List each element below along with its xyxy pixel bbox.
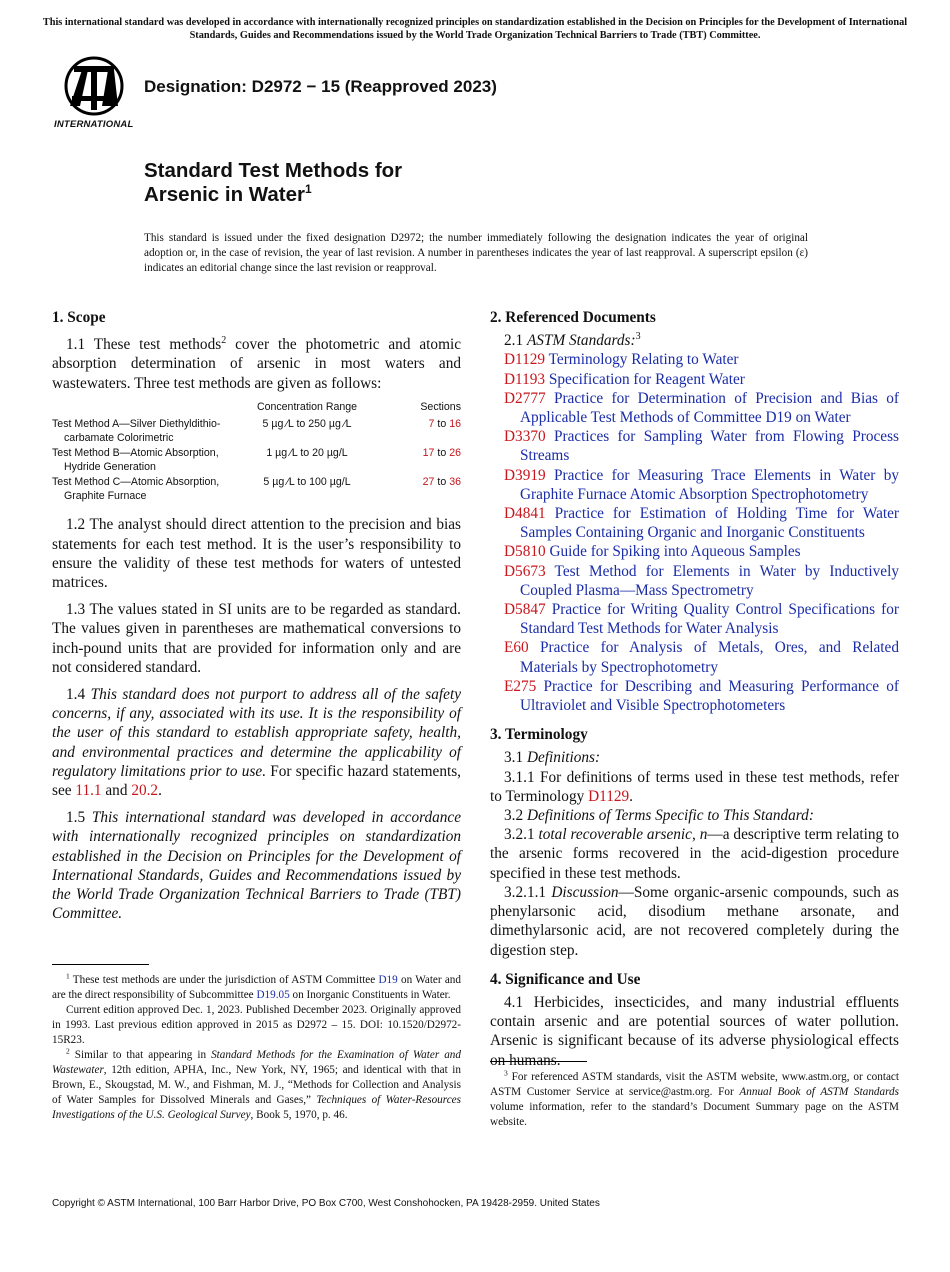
reference-code-link[interactable]: D5673 [504,562,546,580]
significance-4-1: 4.1 Herbicides, insecticides, and many industrial effluents contain arsenic and are potential sources of water pollution. Arsenic is significant because of its adverse physiological effects on humans. [490,993,899,1069]
referenced-list [504,350,899,715]
section-20-2-link[interactable]: 20.2 [131,781,159,799]
footnote-1: $^1$ These test methods are under the jurisdiction of ASTM Committee D19 on Water and are the direct responsibility of Subcommittee D19.05 on Inorganic Constituents in Water. [52,971,461,1001]
reference-code-link[interactable]: D4841 [504,505,546,523]
logo-wordmark: INTERNATIONAL [54,119,134,130]
title-line-1: Standard Test Methods for [144,159,403,182]
reference-item [504,427,899,465]
reference-title-link[interactable]: Practice for Describing and Measuring Performance of Ultraviolet and Visible Spectrophotometers [520,677,899,715]
reference-code-link[interactable]: D5810 [504,543,546,561]
designation: Designation: D2972 − 15 (Reapproved 2023) [144,77,497,96]
method-name: Test Method B—Atomic Absorption, Hydride Generation [52,447,219,473]
method-range: 1 µg ⁄L to 20 µg/L [266,447,348,460]
method-name: Test Method A—Silver Diethyldithio-carbamate Colorimetric [52,418,221,444]
document-title [144,159,402,207]
footnote-rule [52,964,149,965]
astm-standards-label: 2.1 ASTM Standards:$^3$ [504,331,641,350]
footnote-3-link[interactable]: 3 [635,331,641,343]
scope-1-5: 1.5 This international standard was developed in accordance with internationally recognized principles on standardization established in the Decision on Principles for the Development of International Standards, Guides and Recommendations issued by the World Trade Organization Technical Barriers to Trade (TBT) Committee. [52,809,461,923]
reference-item [504,677,899,715]
reference-code-link[interactable]: D1129 [504,351,546,369]
top-notice: This international standard was developed in accordance with internationally recognized principles on standardization established in the Decision on Principles for the Development of International Standards, Guides and Recommendations issued by the World Trade Organization Technical Barriers to Trade (TBT) Committee. [42,17,908,41]
significance-heading: 4. Significance and Use [490,970,641,988]
scope-1-1: 1.1 These test methods$^2$ cover the photometric and atomic absorption determination of arsenic in most waters and wastewaters. Three test methods are given as follows: [52,335,462,392]
test-method-row [52,447,461,476]
method-sections: 17 to 26 [422,447,461,460]
issue-note: This standard is issued under the fixed designation D2972; the number immediately following the designation indicates the year of original adoption or, in the case of revision, the year of last revision. A number in parentheses indicates the year of last reapproval. A superscript epsilon (ε) indicates an editorial change since the last revision or reapproval. [144,232,808,274]
section-from-link[interactable]: 7 [428,418,435,431]
reference-item [504,466,899,504]
test-method-row [52,476,461,505]
left-column [52,308,461,931]
reference-code-link[interactable]: E275 [504,677,537,695]
reference-title-link[interactable]: Practice for Analysis of Metals, Ores, and Related Materials by Spectrophotometry [520,639,899,676]
reference-item [504,504,899,542]
reference-item [504,350,899,369]
terminology-heading: 3. Terminology [490,726,588,744]
section-to-link[interactable]: 26 [449,447,461,460]
term-3-2-1: 3.2.1 total recoverable arsenic, n—a descriptive term relating to the arsenic forms recovered in the acid-digestion procedure specified in these test methods. [490,826,899,882]
reference-title-link[interactable]: Test Method for Elements in Water by Inductively Coupled Plasma—Mass Spectrometry [520,562,899,599]
test-method-row [52,418,461,447]
reference-title-link[interactable]: Practice for Estimation of Holding Time for Water Samples Containing Organic and Inorganic Constituents [520,505,899,542]
col-concentration-header: Concentration Range [256,400,358,413]
reference-code-link[interactable]: D1193 [504,370,546,388]
right-column [490,308,899,1070]
scope-1-3: 1.3 The values stated in SI units are to be regarded as standard. The values given in parentheses are mathematical conversions to inch-pound units that are provided for information only and are not considered standard. [52,601,461,676]
reference-code-link[interactable]: E60 [504,639,529,657]
d1129-term-link[interactable]: D1129 [588,787,630,805]
reference-item [504,638,899,676]
method-sections: 7 to 16 [428,418,461,431]
section-11-1-link[interactable]: 11.1 [75,781,102,799]
col-sections-header: Sections [420,400,461,413]
subcommittee-d19-05-link[interactable]: D19.05 [256,989,290,1001]
footnote-2: $^2$ Similar to that appearing in Standard Methods for the Examination of Water and Wastewater, 12th edition, APHA, Inc., New York, NY, 1965; and identical with that in Brown, E., Skougstad, M. W., and Fishman, M. J., “Methods for Collection and Analysis of Water Samples for Dissolved Minerals and Gases,” Techniques of Water-Resources Investigations of the U.S. Geological Survey, Book 5, 1970, p. 46. [52,1046,462,1121]
reference-title-link[interactable]: Terminology Relating to Water [548,351,739,369]
reference-title-link[interactable]: Practice for Writing Quality Control Specifications for Standard Test Methods for Water Analysis [520,601,899,638]
referenced-heading: 2. Referenced Documents [490,309,656,326]
copyright: Copyright © ASTM International, 100 Barr Harbor Drive, PO Box C700, West Conshohocken, PA 19428-2959. United States [52,1198,600,1209]
reference-code-link[interactable]: D3370 [504,428,546,446]
footnote-1-edition: Current edition approved Dec. 1, 2023. Published December 2023. Originally approved in 1993. Last previous edition approved in 2015 as D2972 – 15. DOI: 10.1520/D2972-15R23. [52,1004,461,1046]
reference-title-link[interactable]: Practices for Sampling Water from Flowing Process Streams [520,428,900,465]
term-3-1-1: 3.1.1 For definitions of terms used in these test methods, refer to Terminology D1129. [490,768,899,805]
reference-title-link[interactable]: Specification for Reagent Water [548,370,745,388]
title-line-2: Arsenic in Water$^1$ [144,182,312,206]
reference-item [504,370,899,389]
method-range: 5 µg ⁄L to 250 µg ⁄L [262,418,352,431]
method-range: 5 µg ⁄L to 100 µg/L [263,476,351,489]
reference-item [504,389,899,427]
method-sections: 27 to 36 [422,476,461,489]
reference-code-link[interactable]: D2777 [504,389,546,407]
reference-title-link[interactable]: Practice for Determination of Precision and Bias of Applicable Test Methods of Committee D19 on Water [520,389,899,427]
section-from-link[interactable]: 27 [422,476,435,489]
term-3-1: 3.1 Definitions: [504,749,601,767]
term-3-2-1-1: 3.2.1.1 Discussion—Some organic-arsenic compounds, such as phenylarsonic acid, disodium methane arsonate, and dimethylarsonic acid, are not recovered completely during the digestion step. [490,883,900,959]
title-footnote-mark[interactable]: 1 [305,182,312,197]
astm-logo [52,56,136,130]
scope-1-2: 1.2 The analyst should direct attention to the precision and bias statements for each test method. It is the user’s responsibility to ensure the validity of these test methods for waters of untested matrices. [52,516,461,591]
test-methods-table [52,401,461,506]
reference-item [504,542,899,561]
scope-heading: 1. Scope [52,309,106,326]
section-to-link[interactable]: 36 [449,476,461,489]
reference-item [504,600,899,638]
right-footnotes [490,1061,899,1130]
committee-d19-link[interactable]: D19 [378,974,398,986]
footnote-3: $^3$ For referenced ASTM standards, visit the ASTM website, www.astm.org, or contact ASTM Customer Service at service@astm.org. For Annual Book of ASTM Standards volume information, refer to the standard’s Document Summary page on the ASTM website. [490,1068,899,1128]
scope-1-4: 1.4 This standard does not purport to address all of the safety concerns, if any, associated with its use. It is the responsibility of the user of this standard to establish appropriate safety, health, and environmental practices and determine the applicability of regulatory limitations prior to use. For specific hazard statements, see 11.1 and 20.2. [52,685,461,799]
footnote-2-link[interactable]: 2 [221,335,227,347]
reference-code-link[interactable]: D3919 [504,466,546,484]
reference-title-link[interactable]: Guide for Spiking into Aqueous Samples [549,543,801,561]
footnote-rule-right [490,1061,587,1062]
term-3-2: 3.2 Definitions of Terms Specific to This Standard: [504,807,814,825]
method-name: Test Method C—Atomic Absorption, Graphite Furnace [52,476,220,502]
reference-code-link[interactable]: D5847 [504,601,546,619]
reference-item [504,562,899,600]
left-footnotes [52,964,461,1123]
section-from-link[interactable]: 17 [422,447,435,460]
section-to-link[interactable]: 16 [449,418,461,431]
reference-title-link[interactable]: Practice for Measuring Trace Elements in Water by Graphite Furnace Atomic Absorption Spectrophotometry [520,466,899,503]
